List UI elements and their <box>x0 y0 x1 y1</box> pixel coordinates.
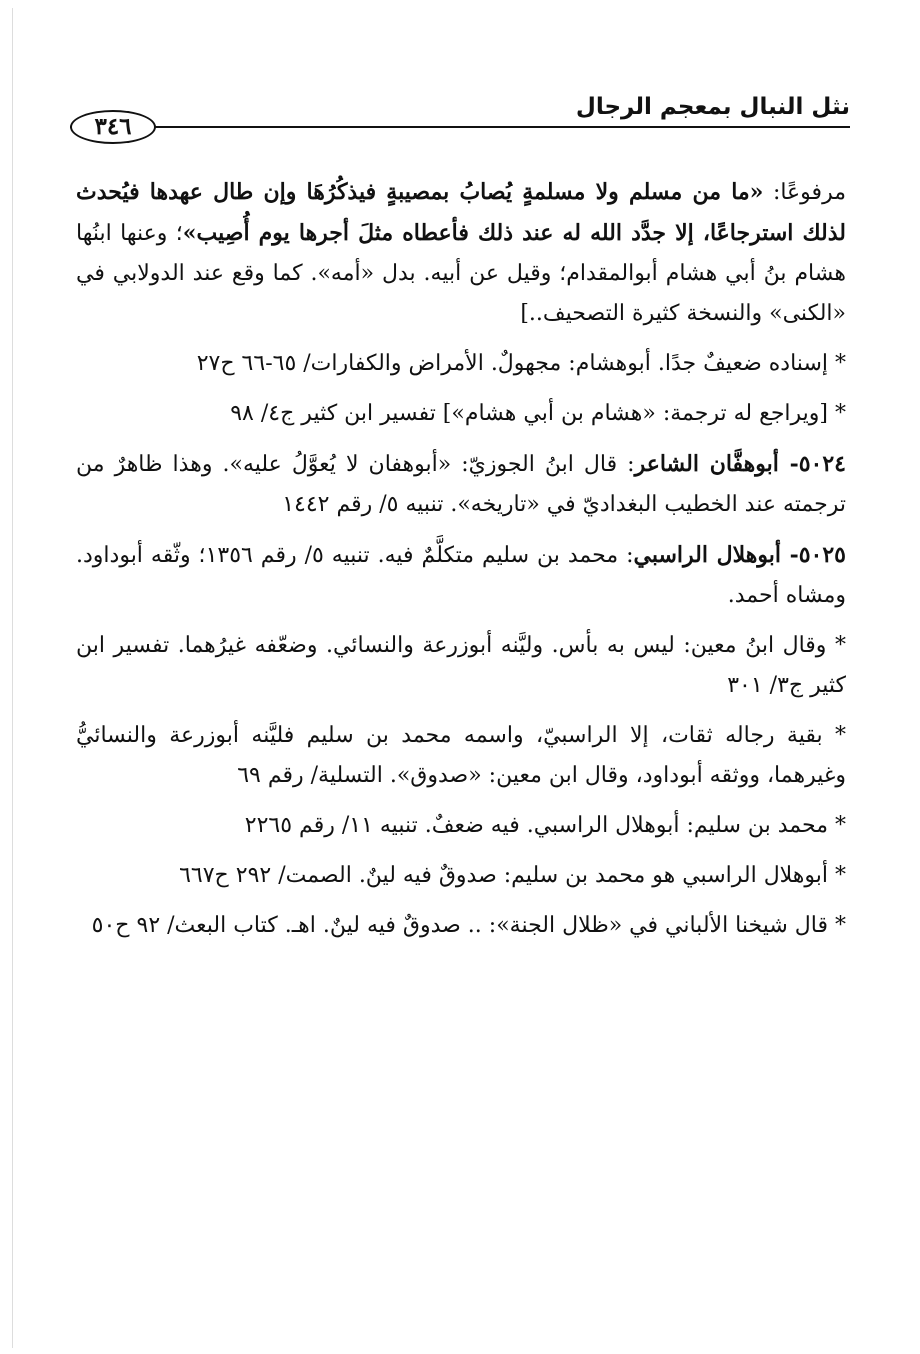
hadith-text: «ما من مسلم ولا مسلمةٍ يُصابُ بمصيبةٍ فيذكُرُهَا وإن طال عهدها فيُحدث لذلك استرجاعًا، إلا جدَّد الله له عند ذلك فأعطاه مثلَ أجرها يوم أُصِيب» <box>76 179 846 246</box>
entry-name: أبوهلال الراسبي <box>633 542 781 568</box>
entry-5025 <box>76 535 846 616</box>
paragraph-hadith <box>76 172 846 334</box>
page-body <box>76 172 846 956</box>
paragraph-hadith-rest: ؛ وعنها ابنُها هشام بنُ أبي هشام أبوالمقدام؛ وقيل عن أبيه. بدل «أمه». كما وقع عند الدولابي في «الكنى» والنسخة كثيرة التصحيف..] <box>76 221 846 326</box>
entry-name: أبوهفَّان الشاعر <box>634 451 779 477</box>
note-ibn-maeen: * وقال ابنُ معين: ليس به بأس. وليَّنه أبوزرعة والنسائي. وضعّفه غيرُهما. تفسير ابن كثير ج٣/ ٣٠١ <box>76 633 846 698</box>
entry-number: ٥٠٢٥- <box>780 542 846 568</box>
note-muhammad-bin-salim: * محمد بن سليم: أبوهلال الراسبي. فيه ضعفٌ. تنبيه ١١/ رقم ٢٢٦٥ <box>244 813 846 838</box>
page-header <box>70 80 850 140</box>
note-abu-hilal: * أبوهلال الراسبي هو محمد بن سليم: صدوقٌ فيه لينٌ. الصمت/ ٢٩٢ ح٦٦٧ <box>179 863 846 888</box>
scan-edge-line <box>12 8 13 1348</box>
book-title: نثل النبال بمعجم الرجال <box>575 94 850 120</box>
entry-number: ٥٠٢٤- <box>778 451 846 477</box>
paragraph-hadith-intro: مرفوعًا: <box>763 180 846 205</box>
note-narrators: * بقية رجاله ثقات، إلا الراسبيّ، واسمه محمد بن سليم فليَّنه أبوزرعة والنسائيُّ وغيرهما، ووثقه أبوداود، وقال ابن معين: «صدوق». التسلية/ رقم ٦٩ <box>76 723 846 788</box>
note-see-biography: * [ويراجع له ترجمة: «هشام بن أبي هشام»] تفسير ابن كثير ج٤/ ٩٨ <box>230 401 846 426</box>
entry-text: : قال ابنُ الجوزيّ: «أبوهفان لا يُعوَّلُ عليه». وهذا ظاهرٌ من ترجمته عند الخطيب البغداديّ في «تاريخه». تنبيه ٥/ رقم ١٤٤٢ <box>76 452 846 517</box>
header-rule <box>70 126 850 128</box>
entry-5024 <box>76 444 846 525</box>
note-isnad-weak: * إسناده ضعيفٌ جدًا. أبوهشام: مجهولٌ. الأمراض والكفارات/ ٦٥-٦٦ ح٢٧ <box>196 351 846 376</box>
entry-text: : محمد بن سليم متكلَّمٌ فيه. تنبيه ٥/ رقم ١٣٥٦؛ وثّقه أبوداود. ومشاه أحمد. <box>76 543 846 608</box>
note-albani: * قال شيخنا الألباني في «ظلال الجنة»: .. صدوقٌ فيه لينٌ. اهـ. كتاب البعث/ ٩٢ ح٥٠ <box>91 913 846 938</box>
page-number: ٣٤٦ <box>70 110 156 144</box>
